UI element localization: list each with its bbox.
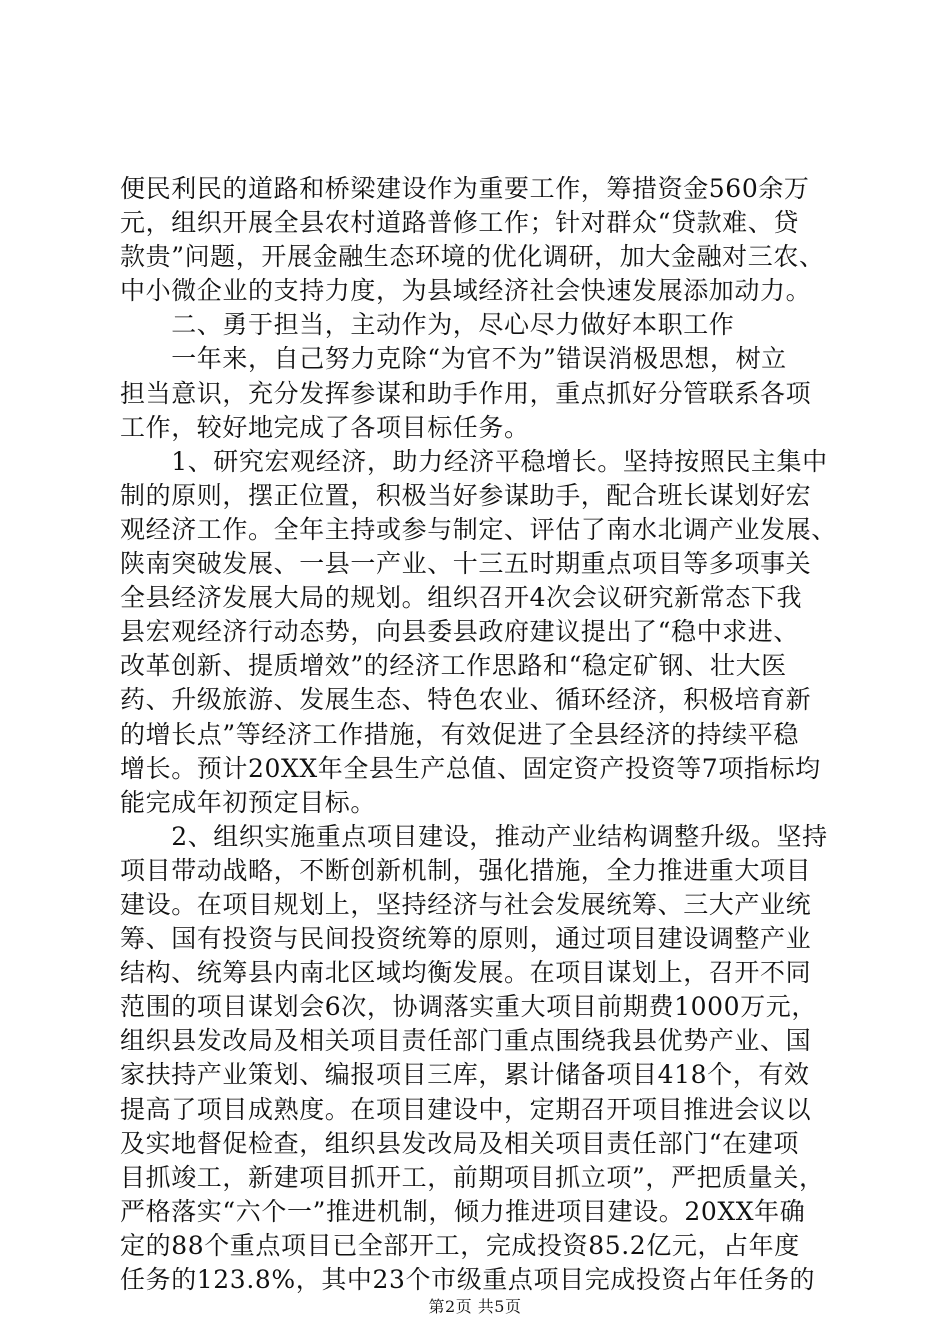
text-line: 1、研究宏观经济，助力经济平稳增长。坚持按照民主集中: [120, 446, 828, 476]
text-line: 制的原则，摆正位置，积极当好参谋助手，配合班长谋划好宏: [120, 480, 812, 510]
text-line: 及实地督促检查，组织县发改局及相关项目责任部门“在建项: [120, 1128, 799, 1158]
text-line: 全县经济发展大局的规划。组织召开4次会议研究新常态下我: [120, 583, 803, 613]
text-line: 增长。预计20XX年全县生产总值、固定资产投资等7项指标均: [120, 753, 821, 783]
text-line: 能完成年初预定目标。: [120, 787, 377, 817]
text-line: 二、勇于担当，主动作为，尽心尽力做好本职工作: [120, 310, 735, 340]
text-line: 任务的123.8%，其中23个市级重点项目完成投资占年任务的: [120, 1265, 816, 1294]
text-line: 的增长点”等经济工作措施，有效促进了全县经济的持续平稳: [120, 719, 799, 749]
text-line: 结构、统筹县内南北区域均衡发展。在项目谋划上，召开不同: [120, 958, 812, 988]
text-line: 担当意识，充分发挥参谋和助手作用，重点抓好分管联系各项: [120, 378, 812, 408]
text-line: 家扶持产业策划、编报项目三库，累计储备项目418个，有效: [120, 1060, 810, 1090]
page-footer: 第2页 共5页: [428, 1297, 522, 1316]
text-line: 陕南突破发展、一县一产业、十三五时期重点项目等多项事关: [120, 549, 812, 579]
text-line: 观经济工作。全年主持或参与制定、评估了南水北调产业发展、: [120, 514, 837, 544]
text-line: 筹、国有投资与民间投资统筹的原则，通过项目建设调整产业: [120, 924, 812, 954]
text-line: 组织县发改局及相关项目责任部门重点围绕我县优势产业、国: [120, 1026, 812, 1056]
text-line: 建设。在项目规划上，坚持经济与社会发展统筹、三大产业统: [120, 889, 812, 919]
text-line: 定的88个重点项目已全部开工，完成投资85.2亿元，占年度: [120, 1230, 800, 1260]
text-line: 药、升级旅游、发展生态、特色农业、循环经济，积极培育新: [120, 685, 812, 715]
text-line: 范围的项目谋划会6次，协调落实重大项目前期费1000万元，: [120, 992, 817, 1022]
text-line: 中小微企业的支持力度，为县域经济社会快速发展添加动力。: [120, 276, 812, 306]
text-line: 元，组织开展全县农村道路普修工作；针对群众“贷款难、贷: [120, 208, 799, 238]
text-line: 工作，较好地完成了各项目标任务。: [120, 412, 530, 442]
text-line: 目抓竣工，新建项目抓开工，前期项目抓立项”，严把质量关，: [120, 1162, 825, 1192]
text-line: 2、组织实施重点项目建设，推动产业结构调整升级。坚持: [120, 821, 828, 851]
text-line: 项目带动战略，不断创新机制，强化措施，全力推进重大项目: [120, 855, 812, 885]
text-line: 严格落实“六个一”推进机制，倾力推进项目建设。20XX年确: [120, 1196, 806, 1226]
text-line: 改革创新、提质增效”的经济工作思路和“稳定矿钢、壮大医: [120, 651, 787, 681]
text-line: 便民利民的道路和桥梁建设作为重要工作，筹措资金560余万: [120, 174, 810, 203]
text-line: 县宏观经济行动态势，向县委县政府建议提出了“稳中求进、: [120, 617, 799, 647]
text-line: 一年来，自己努力克除“为官不为”错误消极思想，树立: [120, 344, 787, 374]
text-line: 款贵”问题，开展金融生态环境的优化调研，加大金融对三农、: [120, 242, 825, 272]
document-body: [120, 172, 840, 1297]
text-line: 提高了项目成熟度。在项目建设中，定期召开项目推进会议以: [120, 1094, 812, 1124]
